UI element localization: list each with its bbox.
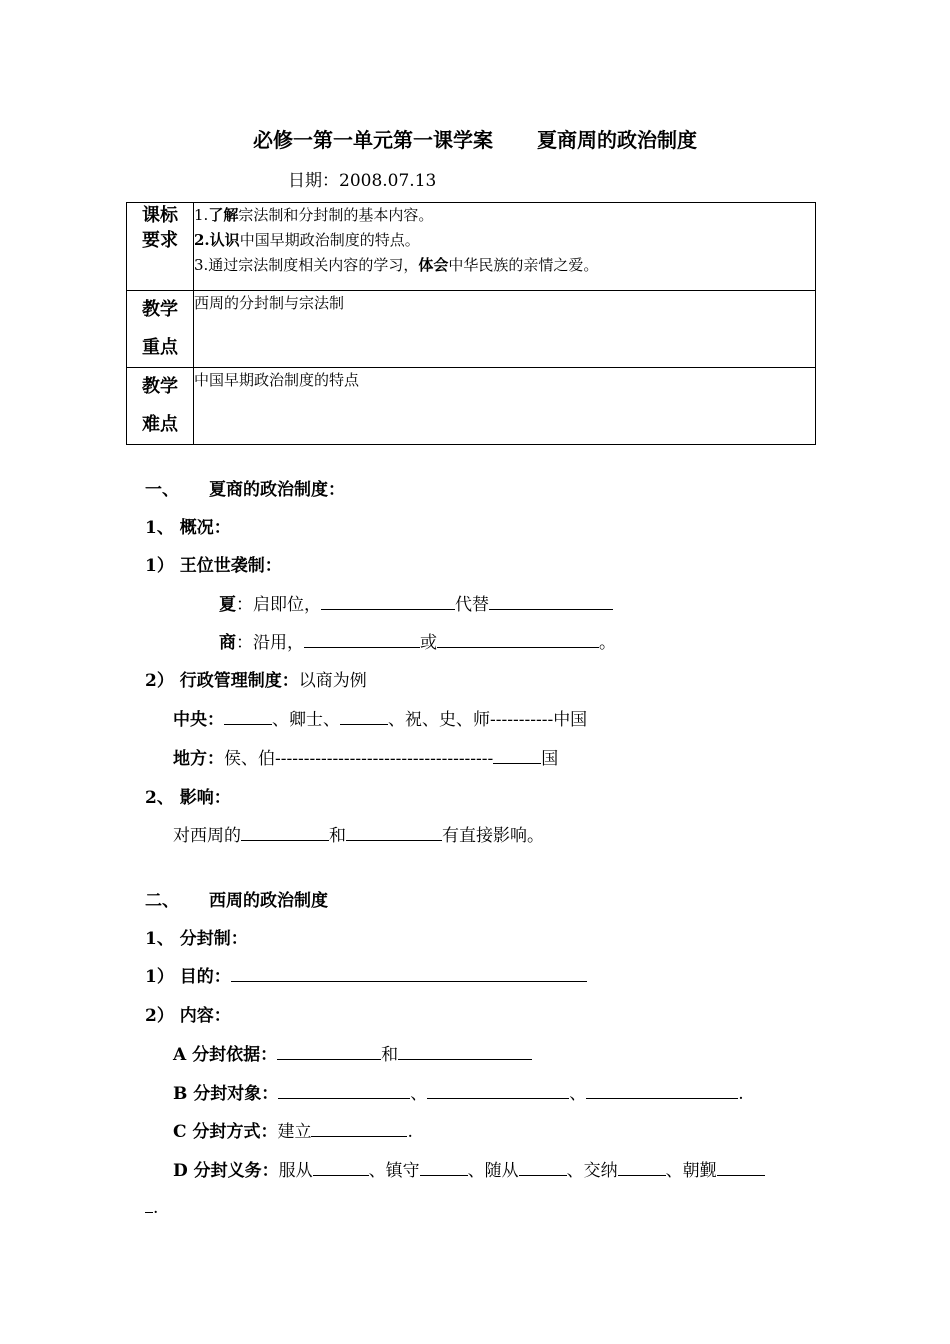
fill-blank[interactable] (313, 1159, 369, 1176)
shang-line: 商：沿用， 或 。 (219, 633, 616, 653)
requirement-line: 1.了解宗法制和分封制的基本内容。 (194, 206, 434, 224)
requirement-line: 2.认识中国早期政治制度的特点。 (194, 231, 420, 249)
section1-sub1: 1、 概况： (145, 518, 231, 538)
fill-blank[interactable] (493, 747, 541, 764)
fill-blank[interactable] (321, 593, 455, 610)
purpose-line: 1） 目的： (145, 962, 587, 987)
influence-line: 对西周的 和 有直接影响。 (173, 826, 544, 846)
section2-heading: 二、 西周的政治制度 (145, 891, 328, 911)
fill-blank[interactable] (311, 1120, 407, 1137)
page-title (0, 124, 950, 153)
row-label: 教学 难点 (127, 368, 194, 445)
fill-blank[interactable] (427, 1082, 569, 1099)
fill-blank[interactable] (145, 1196, 153, 1213)
fill-blank[interactable] (586, 1082, 738, 1099)
row-label: 教学 重点 (127, 291, 194, 368)
fill-blank[interactable] (346, 824, 442, 841)
row-content (194, 203, 816, 291)
requirements-table (126, 202, 816, 445)
table-row (127, 203, 816, 291)
fill-blank[interactable] (489, 593, 613, 610)
local-line: 地方：侯、伯-------------------------------------- 国 (173, 749, 559, 769)
basis-line: A 分封依据： 和 (173, 1040, 532, 1065)
duties-line: D 分封义务：服从 、镇守 、随从 、交纳 、朝觐 (173, 1156, 765, 1181)
section2-sub1: 1、 分封制： (145, 929, 248, 949)
central-line: 中央： 、卿士、 、祝、史、师-----------中国 (173, 710, 588, 730)
fill-blank[interactable] (304, 631, 420, 648)
fill-blank[interactable] (717, 1159, 765, 1176)
fill-blank[interactable] (241, 824, 329, 841)
xia-line: 夏：启即位， 代替 (219, 590, 613, 615)
fill-blank[interactable] (420, 1159, 468, 1176)
fill-blank[interactable] (340, 708, 388, 725)
section1-sub1-1: 1） 王位世袭制： (145, 556, 282, 576)
content-heading: 2） 内容： (145, 1006, 231, 1026)
row-content: 西周的分封制与宗法制 (194, 291, 816, 368)
targets-line: B 分封对象： 、 、 . (173, 1084, 744, 1104)
date-line: 日期：2008.07.13 (288, 171, 437, 191)
duties-line-end: . (145, 1196, 158, 1218)
fill-blank[interactable] (231, 965, 587, 982)
fill-blank[interactable] (618, 1159, 666, 1176)
row-content: 中国早期政治制度的特点 (194, 368, 816, 445)
fill-blank[interactable] (437, 631, 599, 648)
section1-sub2: 2、 影响： (145, 788, 231, 808)
title-part2: 夏商周的政治制度 (537, 128, 697, 152)
fill-blank[interactable] (398, 1043, 532, 1060)
section1-heading: 一、 夏商的政治制度： (145, 480, 345, 500)
fill-blank[interactable] (278, 1082, 410, 1099)
fill-blank[interactable] (519, 1159, 567, 1176)
requirement-line: 3.通过宗法制度相关内容的学习，体会中华民族的亲情之爱。 (194, 256, 599, 274)
row-label: 课标 要求 (127, 203, 194, 291)
fill-blank[interactable] (277, 1043, 381, 1060)
title-part1: 必修一第一单元第一课学案 (253, 128, 493, 152)
section1-sub1-2: 2） 行政管理制度：以商为例 (145, 671, 367, 691)
fill-blank[interactable] (224, 708, 272, 725)
table-row (127, 368, 816, 445)
method-line: C 分封方式：建立 . (173, 1122, 413, 1142)
table-row (127, 291, 816, 368)
